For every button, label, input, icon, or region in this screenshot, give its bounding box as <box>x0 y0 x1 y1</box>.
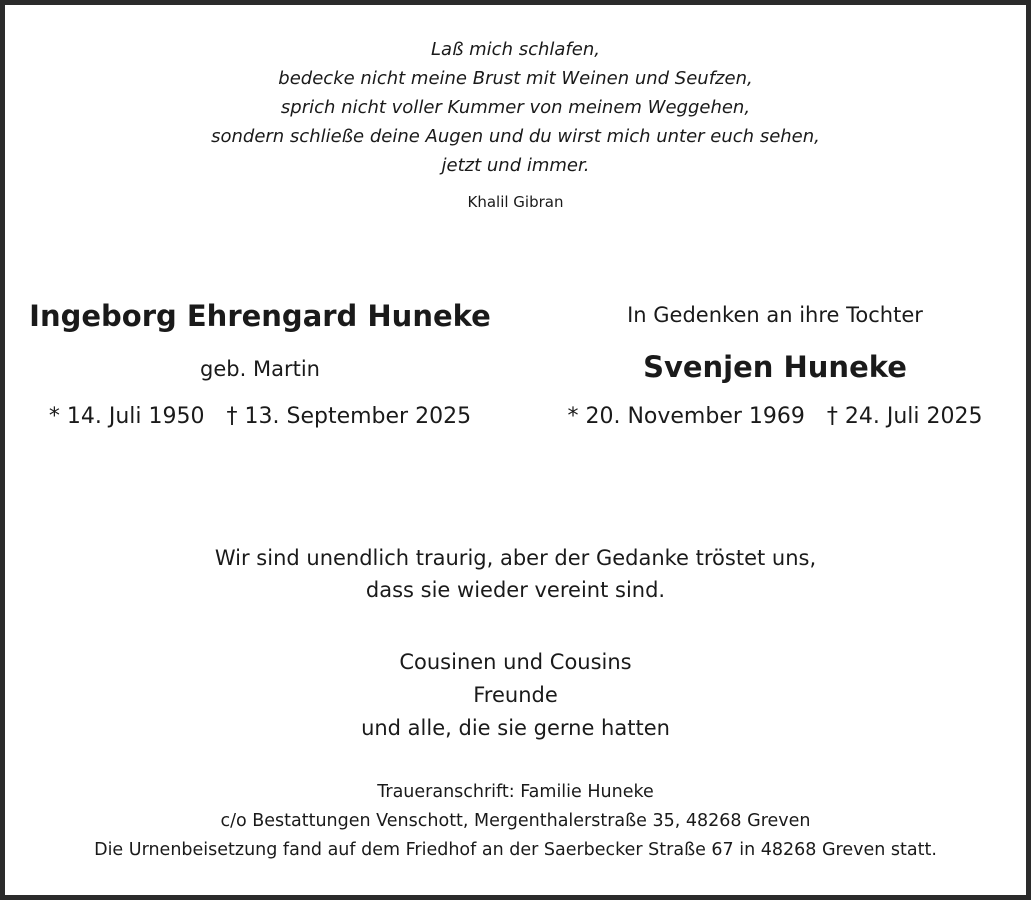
poem-line: sprich nicht voller Kummer von meinem Weggehen, <box>280 97 751 118</box>
death-date-right: † 24. Juli 2025 <box>826 404 983 429</box>
poem-line: Laß mich schlafen, <box>431 39 600 60</box>
in-memory-intro: In Gedenken an ihre Tochter <box>627 303 923 327</box>
poem-author: Khalil Gibran <box>467 193 564 211</box>
poem-line: bedecke nicht meine Brust mit Weinen und Seufzen, <box>278 68 753 89</box>
address-line: Traueranschrift: Familie Huneke <box>377 782 654 802</box>
birth-date-right: * 20. November 1969 <box>567 404 805 429</box>
message-line: Wir sind unendlich traurig, aber der Gedanke tröstet uns, <box>214 546 817 570</box>
life-dates-right <box>545 402 1005 432</box>
poem-line: sondern schließe deine Augen und du wirst mich unter euch sehen, <box>211 126 820 147</box>
poem <box>5 35 1026 180</box>
deceased-name-right: Svenjen Huneke <box>643 350 907 384</box>
poem-line: jetzt und immer. <box>441 155 590 176</box>
maiden-name: geb. Martin <box>200 357 320 381</box>
deceased-name-left: Ingeborg Ehrengard Huneke <box>29 299 491 333</box>
mourner-line: Freunde <box>473 683 558 707</box>
mourners <box>5 646 1026 745</box>
address-line: c/o Bestattungen Venschott, Mergenthalerstraße 35, 48268 Greven <box>220 811 811 831</box>
birth-date-left: * 14. Juli 1950 <box>48 404 205 429</box>
address-block <box>5 778 1026 865</box>
message-line: dass sie wieder vereint sind. <box>365 578 666 602</box>
address-line: Die Urnenbeisetzung fand auf dem Friedhof an der Saerbecker Straße 67 in 48268 Greven statt. <box>94 840 937 860</box>
condolence-message <box>5 542 1026 606</box>
mourner-line: und alle, die sie gerne hatten <box>361 716 670 740</box>
mourner-line: Cousinen und Cousins <box>399 650 632 674</box>
life-dates-left <box>25 402 495 432</box>
death-date-left: † 13. September 2025 <box>226 404 472 429</box>
